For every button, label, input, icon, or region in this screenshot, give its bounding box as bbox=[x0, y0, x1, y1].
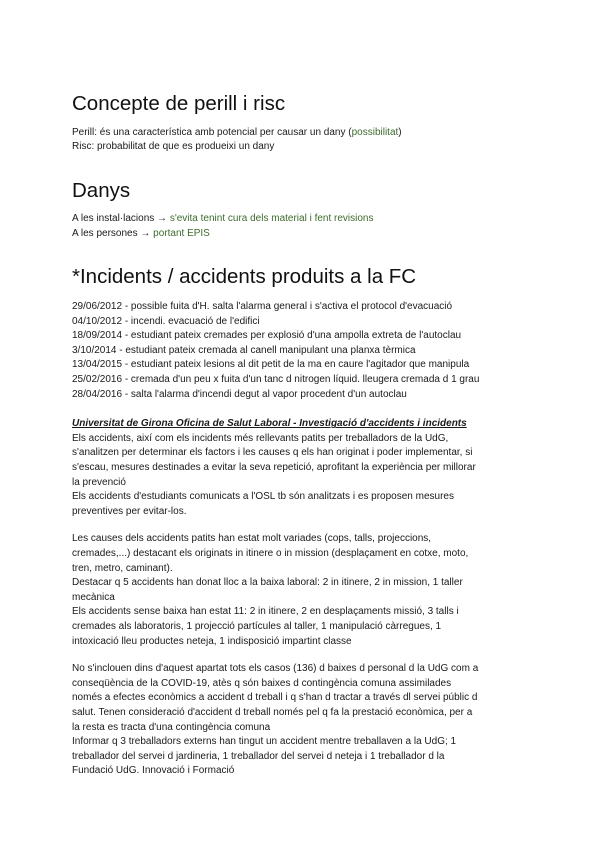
text-line: mecànica bbox=[72, 591, 115, 603]
heading-incidents: *Incidents / accidents produits a la FC bbox=[72, 264, 417, 288]
incident-item: 29/06/2012 - possible fuita d'H. salta l'alarma general i s'activa el protocol d'evacuació bbox=[72, 301, 453, 313]
text-line: la prevenció bbox=[72, 476, 126, 488]
text-line: treballador del servei d jardineria, 1 treballador del servei d neteja i 1 treballador d la bbox=[72, 750, 445, 762]
incident-item: 25/02/2016 - cremada d'un peu x fuita d'un tanc d nitrogen líquid. lleugera cremada d 1 grau bbox=[72, 374, 480, 386]
osl-paragraph-6 bbox=[72, 662, 532, 735]
osl-paragraph-2 bbox=[72, 490, 532, 519]
text-line: s'escau, mesures destinades a evitar la seva repetició, aprofitant la experiència per millorar bbox=[72, 462, 476, 473]
osl-paragraph-5 bbox=[72, 605, 532, 649]
text-line: Els accidents, així com els incidents més rellevants patits per treballadors de la UdG, bbox=[72, 432, 449, 444]
text-line: preventives per evitar-los. bbox=[72, 505, 187, 517]
osl-paragraph-7 bbox=[72, 735, 532, 779]
incident-item: 13/04/2015 - estudiant pateix lesions al dit petit de la ma en caure l'agitador que manipula bbox=[72, 359, 470, 371]
text-line: tren, metro, caminant). bbox=[72, 562, 173, 574]
danys-installacions: A les instal·lacions → s'evita tenint cura dels material i fent revisions bbox=[72, 213, 374, 225]
text-line: salut. Tenen consideració d'accident d treball només pel q fa la prestació econòmica, per a bbox=[72, 706, 473, 718]
text-line: Les causes dels accidents patits han estat molt variades (cops, talls, projeccions, bbox=[72, 533, 432, 545]
text-line: Informar q 3 treballadors externs han tingut un accident mentre treballaven a la UdG; 1 bbox=[72, 736, 457, 748]
text-line: conseqüència de la COVID-19, atès q són baixes d contingència comuna assimilades bbox=[72, 677, 452, 689]
risc-definition: Risc: probabilitat de que es produeixi un dany bbox=[72, 141, 275, 153]
perill-definition: Perill: és una característica amb potencial per causar un dany (possibilitat) bbox=[72, 126, 402, 138]
text-line: Fundació UdG. Innovació i Formació bbox=[72, 765, 235, 777]
heading-danys: Danys bbox=[72, 178, 131, 202]
incident-item: 18/09/2014 - estudiant pateix cremades per explosió d'una ampolla extreta de l'autoclau bbox=[72, 330, 462, 342]
osl-section-title: Universitat de Girona Oficina de Salut Laboral - Investigació d'accidents i incidents bbox=[72, 418, 467, 430]
text-line: Destacar q 5 accidents han donat lloc a la baixa laboral: 2 in itinere, 2 in mission, 1 taller bbox=[72, 577, 463, 589]
text-line: Els accidents sense baixa han estat 11: 2 in itinere, 2 en desplaçaments missió, 3 talls i bbox=[72, 606, 459, 618]
perill-risc-definitions bbox=[72, 126, 532, 155]
osl-paragraph-3 bbox=[72, 532, 532, 576]
incident-item: 3/10/2014 - estudiant pateix cremada al canell manipulant una planxa tèrmica bbox=[72, 344, 416, 356]
heading-perill-risc: Concepte de perill i risc bbox=[72, 92, 286, 115]
document-page bbox=[72, 92, 532, 779]
installacions-highlight: s'evita tenint cura dels material i fent revisions bbox=[169, 213, 374, 225]
text-line: cremades als laboratoris, 1 projecció partícules al taller, 1 manipulació càrregues, 1 bbox=[72, 620, 442, 632]
possibilitat-highlight: possibilitat bbox=[351, 126, 399, 138]
text-line: intoxicació lleu productes neteja, 1 indisposició impartint classe bbox=[72, 635, 352, 647]
incidents-list bbox=[72, 300, 532, 402]
text-line: No s'inclouen dins d'aquest apartat tots els casos (136) d baixes d personal d la UdG com a bbox=[72, 663, 479, 675]
incident-item: 04/10/2012 - incendi. evacuació de l'edifici bbox=[72, 315, 260, 327]
text-line: Els accidents d'estudiants comunicats a l'OSL tb són analitzats i es proposen mesures bbox=[72, 491, 454, 503]
osl-paragraph-4 bbox=[72, 576, 532, 605]
text-line: s'analitzen per determinar els factors i les causes q els han originat i poder implementar, si bbox=[72, 447, 473, 459]
text-line: cremades,...) destacant els originats in itinere o in mission (desplaçament en cotxe, moto, bbox=[72, 547, 469, 559]
osl-paragraph-1 bbox=[72, 432, 532, 490]
text-line: la resta es tracta d'una contingència comuna bbox=[72, 721, 271, 733]
text-line: només a efectes econòmics a accident d treball i q s'han d tractar a través dl servei públic d bbox=[72, 692, 478, 704]
danys-list bbox=[72, 212, 532, 241]
danys-persones: A les persones → portant EPIS bbox=[72, 227, 210, 239]
persones-highlight: portant EPIS bbox=[153, 227, 210, 239]
incident-item: 28/04/2016 - salta l'alarma d'incendi degut al vapor procedent d'un autoclau bbox=[72, 388, 407, 400]
